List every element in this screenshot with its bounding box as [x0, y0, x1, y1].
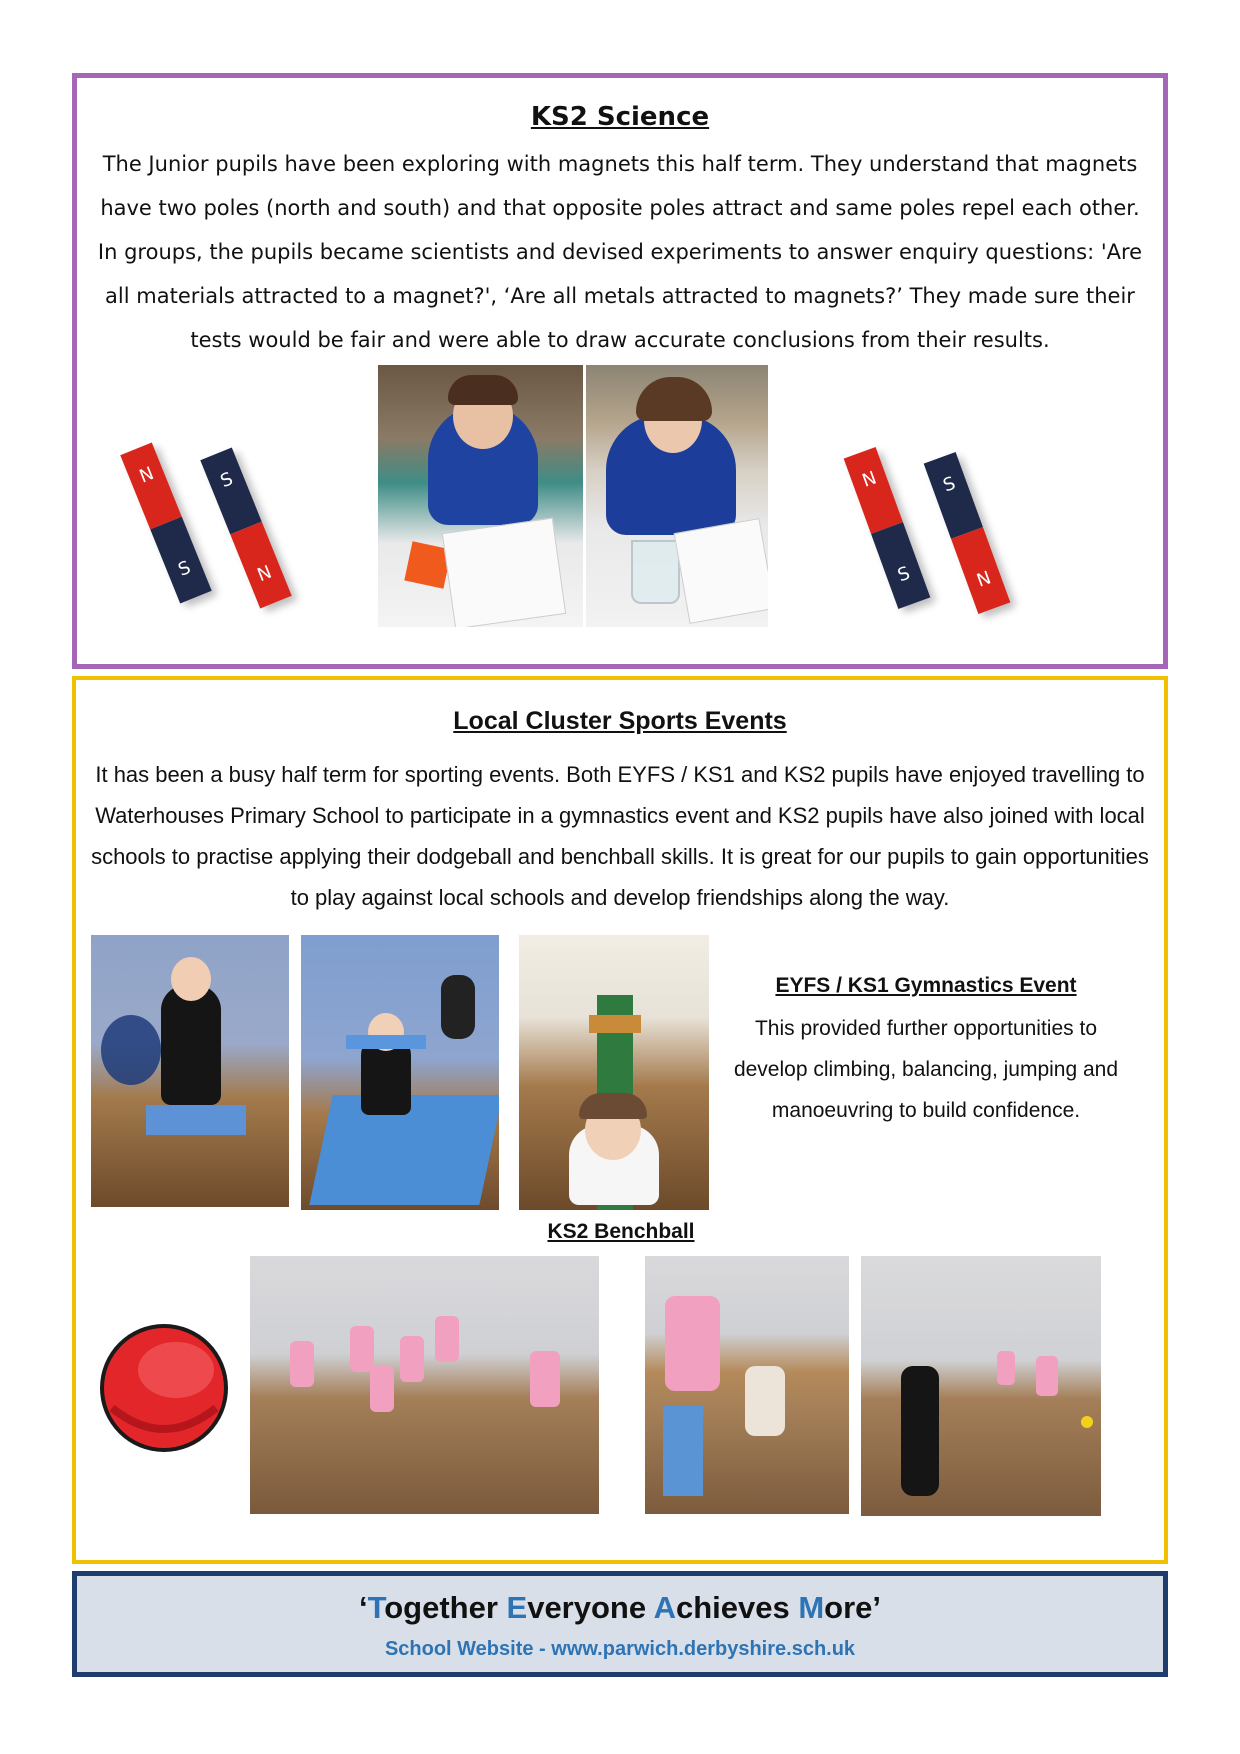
sports-text: It has been a busy half term for sporting events. Both EYFS / KS1 and KS2 pupils have enjoyed travelling to Waterhouses Primary School to participate in a gymnastics event and KS2 pupils have also joined with local schools to practise applying their dodgeball and benchball skills. It is great for our pupils to gain opportunities to play against local schools and develop friendships along the way. [91, 762, 1149, 910]
ks2-benchball-title: KS2 Benchball [547, 1220, 695, 1243]
motto-open-quote: ‘ [358, 1590, 368, 1625]
eyfs-gymnastics-title: EYFS / KS1 Gymnastics Event [775, 974, 1077, 997]
magnet-bar-right-1 [844, 447, 931, 609]
magnet-bar-left-2 [200, 447, 291, 608]
magnet-north-label: N [120, 442, 181, 529]
school-website-link[interactable]: School Website - www.parwich.derbyshire.sch.uk [384, 1638, 856, 1660]
magnet-south-label: S [871, 522, 930, 609]
photo-benchball-throw [645, 1256, 849, 1514]
photo-gymnastics-mat [301, 935, 499, 1210]
magnet-south-label: S [150, 517, 211, 604]
magnet-north-label: N [951, 527, 1010, 614]
motto-word-together: ogether [384, 1590, 507, 1625]
science-text: The Junior pupils have been exploring with magnets this half term. They understand that magnets have two poles (north and south) and that opposite poles attract and same poles repel each other. In groups, the pupils became scientists and devised experiments to answer enquiry questions: 'Are all materials attracted to a magnet?', ‘Are all metals attracted to magnets?’ They made sure their tests would be fair and were able to draw accurate conclusions from their results. [97, 152, 1143, 352]
red-ball-icon [96, 1320, 232, 1456]
science-section [72, 73, 1168, 669]
photo-benchball-dodge [861, 1256, 1101, 1516]
motto-word-achieves: chieves [675, 1590, 799, 1625]
motto-close-quote: ’ [872, 1590, 882, 1625]
magnet-north-label: N [844, 447, 903, 534]
photo-gymnastics-beam [519, 935, 709, 1210]
magnet-north-label: N [230, 522, 291, 609]
photo-girl-magnet-glass [586, 365, 768, 627]
magnet-bar-left-1 [120, 442, 211, 603]
footer-motto [77, 1590, 1163, 1626]
magnet-south-label: S [200, 447, 261, 534]
eyfs-gymnastics-text: This provided further opportunities to develop climbing, balancing, jumping and manoeuvring to build confidence. [733, 1017, 1119, 1122]
motto-initial-a: A [653, 1590, 676, 1625]
eyfs-gymnastics-block [716, 970, 1136, 1131]
science-title: KS2 Science [530, 102, 710, 132]
sports-section [72, 676, 1168, 1564]
motto-initial-e: E [506, 1590, 528, 1625]
magnet-south-label: S [924, 452, 983, 539]
magnet-bar-right-2 [924, 452, 1011, 614]
footer-banner [72, 1571, 1168, 1677]
motto-initial-t: T [367, 1590, 385, 1625]
motto-initial-m: M [798, 1590, 825, 1625]
motto-word-more: ore [824, 1590, 873, 1625]
sports-title: Local Cluster Sports Events [453, 707, 787, 735]
photo-benchball-wide [250, 1256, 599, 1514]
motto-word-everyone: veryone [527, 1590, 654, 1625]
photo-gymnastics-box-jump [91, 935, 289, 1207]
photo-boy-magnet-experiment [378, 365, 583, 627]
